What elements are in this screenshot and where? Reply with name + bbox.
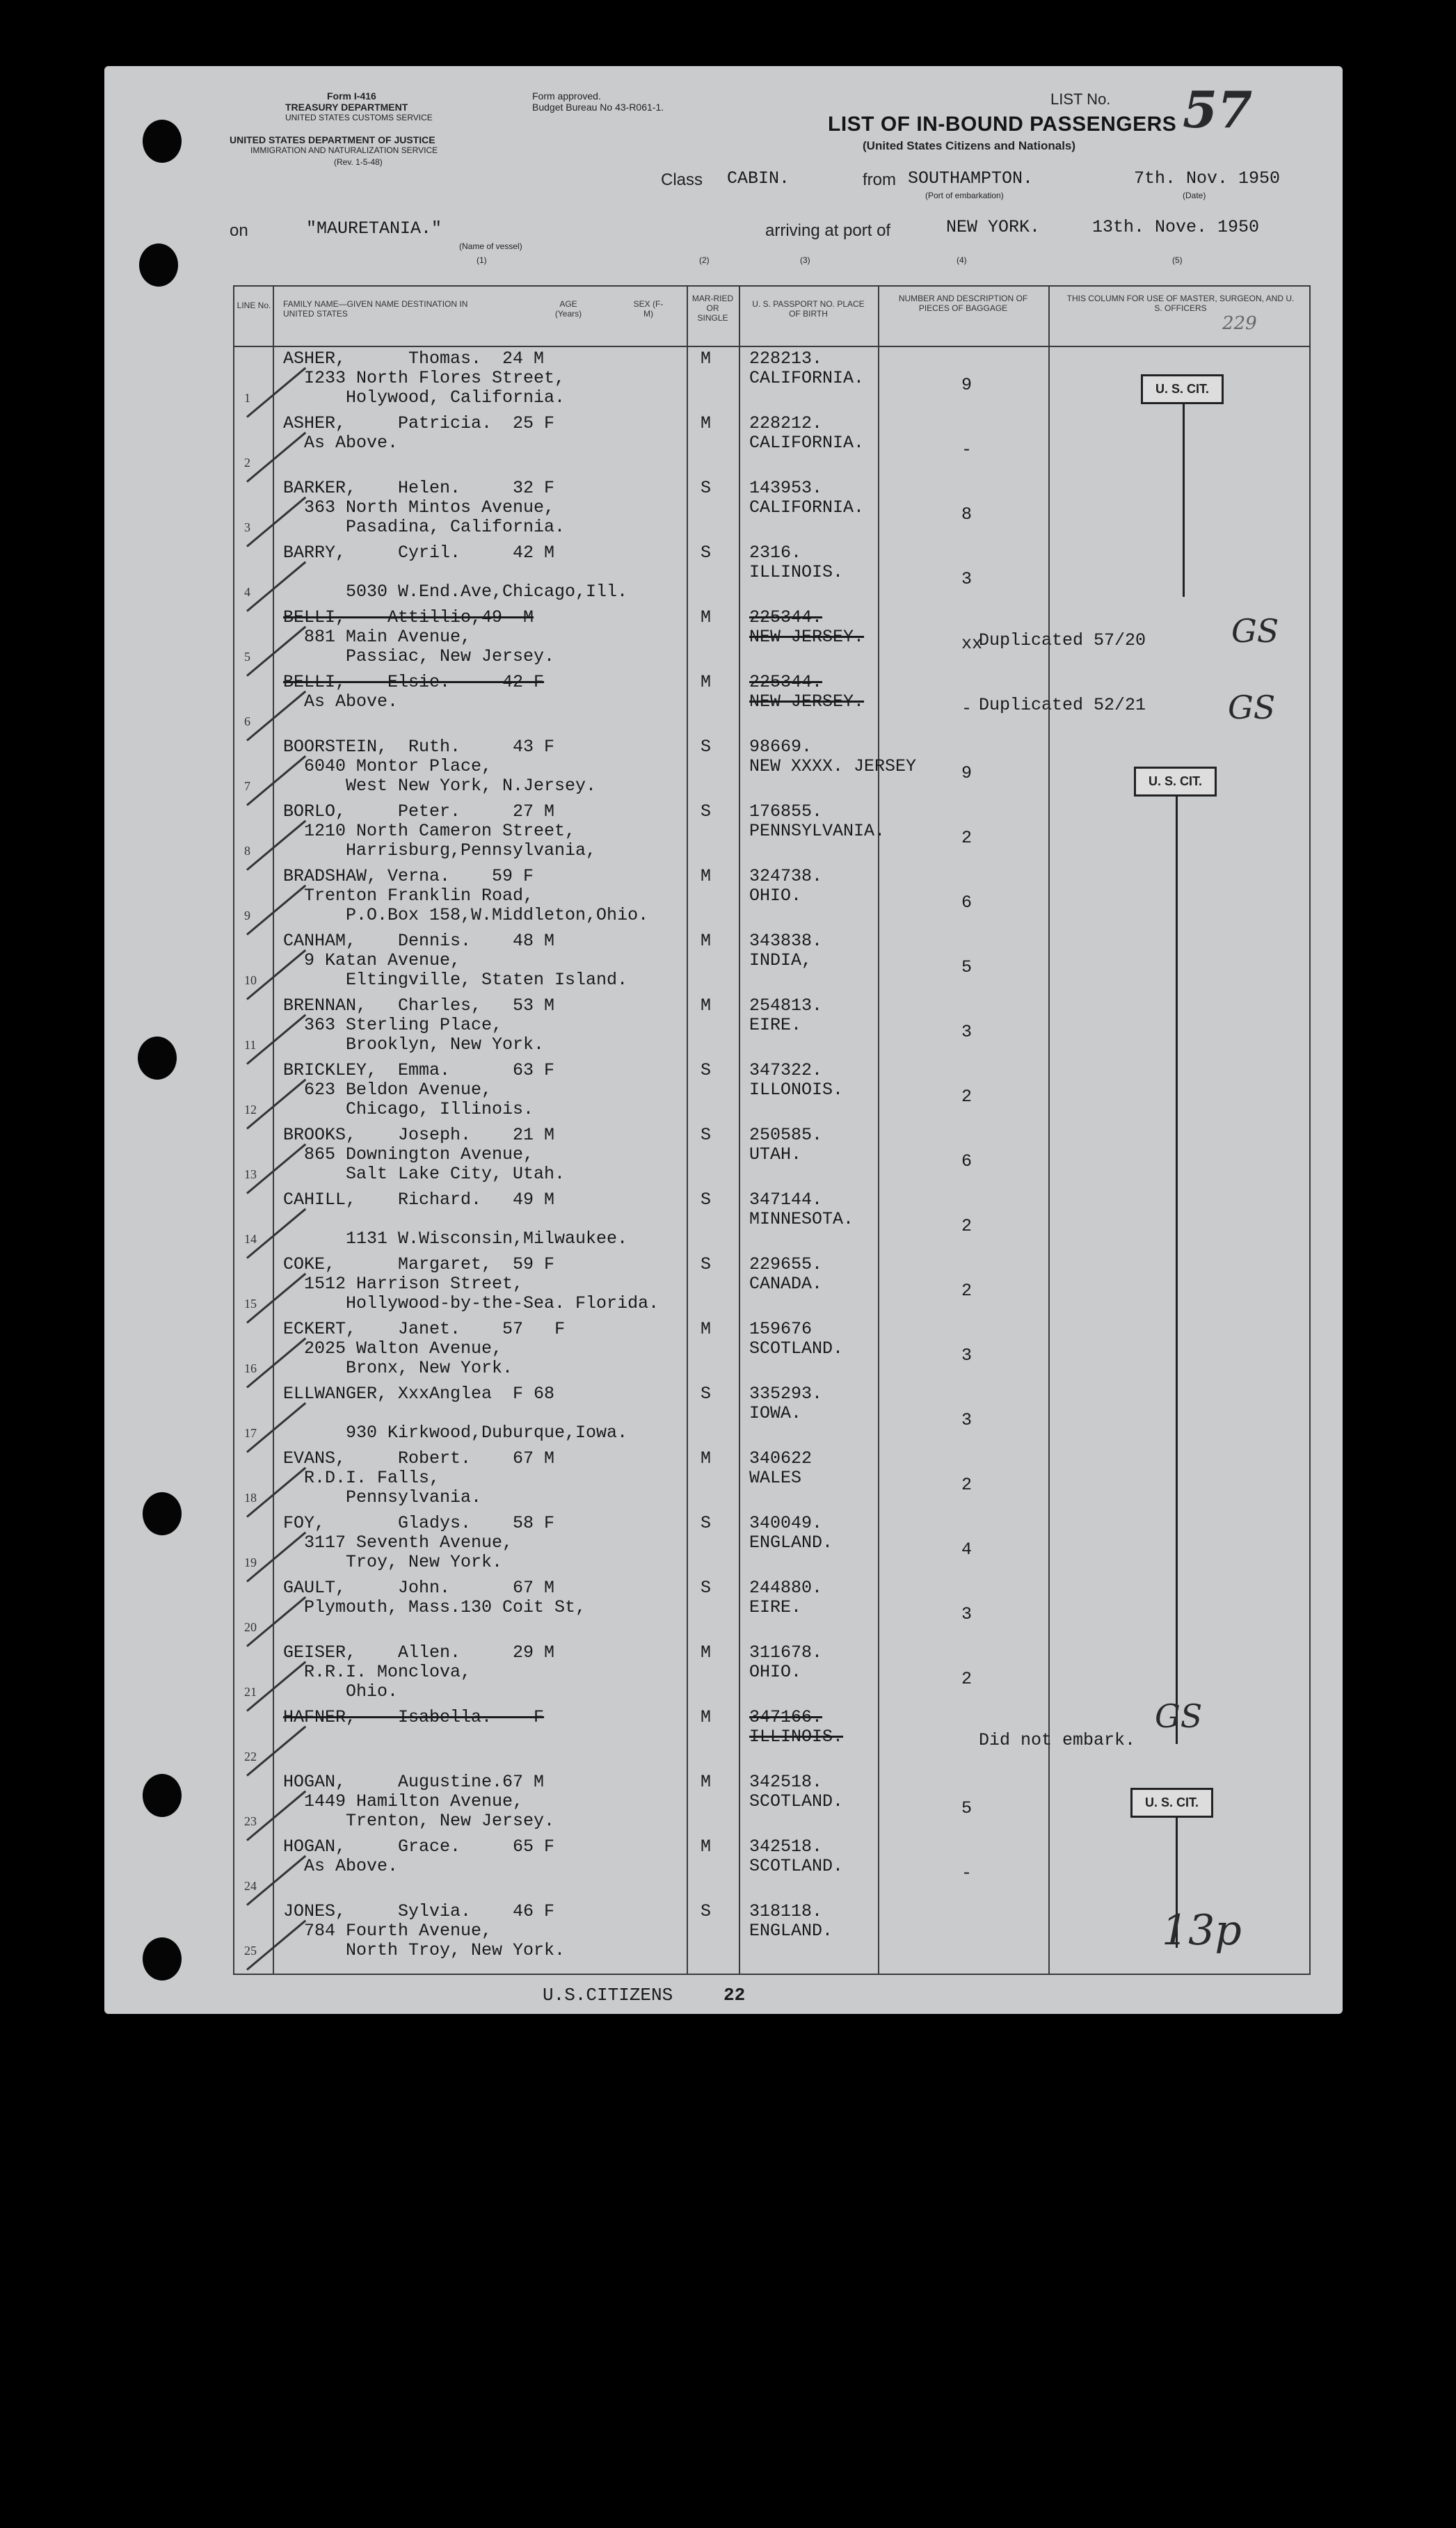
- baggage-count: -: [961, 698, 973, 719]
- table-row: [234, 1577, 1309, 1642]
- place-of-birth: WALES: [749, 1468, 802, 1488]
- baggage-count: xx: [961, 634, 983, 654]
- baggage-count: 3: [961, 1022, 973, 1042]
- address-line-2: Troy, New York.: [346, 1552, 503, 1572]
- address-line-2: Eltingville, Staten Island.: [346, 970, 628, 990]
- address-line-1: As Above.: [304, 691, 399, 712]
- passenger-name: COKE, Margaret, 59 F: [283, 1254, 555, 1274]
- passenger-name: BARKER, Helen. 32 F: [283, 478, 555, 498]
- passenger-name: BOORSTEIN, Ruth. 43 F: [283, 737, 555, 757]
- address-line-2: Harrisburg,Pennsylvania,: [346, 840, 597, 861]
- officer-note: Duplicated 57/20: [979, 630, 1146, 650]
- punch-hole-2: [139, 243, 178, 287]
- passport-number: 335293.: [749, 1384, 823, 1404]
- table-row: [234, 1383, 1309, 1448]
- passenger-name: ECKERT, Janet. 57 F: [283, 1319, 566, 1339]
- col3-num: (3): [800, 255, 810, 265]
- place-of-birth: CALIFORNIA.: [749, 433, 865, 453]
- table-row: [234, 1642, 1309, 1706]
- marital-status: M: [701, 1837, 712, 1857]
- passenger-name: FOY, Gladys. 58 F: [283, 1513, 555, 1533]
- passport-number: 250585.: [749, 1125, 823, 1145]
- col-married: MAR-RIED OR SINGLE: [691, 294, 734, 323]
- table-row: [234, 801, 1309, 865]
- address-line-2: Chicago, Illinois.: [346, 1099, 534, 1119]
- line-number: 5: [244, 650, 250, 664]
- baggage-count: 4: [961, 1539, 973, 1560]
- place-of-birth: OHIO.: [749, 1662, 802, 1682]
- line-number: 12: [244, 1103, 257, 1117]
- passport-number: 343838.: [749, 931, 823, 951]
- marital-status: M: [701, 1772, 712, 1792]
- punch-hole-5: [143, 1774, 182, 1817]
- baggage-count: 6: [961, 1151, 973, 1171]
- baggage-count: 3: [961, 1345, 973, 1366]
- place-of-birth: OHIO.: [749, 886, 802, 906]
- place-of-birth: ILLINOIS.: [749, 1727, 844, 1747]
- line-number: 8: [244, 844, 250, 858]
- table-row: [234, 1059, 1309, 1124]
- passenger-name: CAHILL, Richard. 49 M: [283, 1190, 555, 1210]
- arriving-label: arriving at port of: [765, 221, 891, 240]
- officer-note: Did not embark.: [979, 1730, 1136, 1750]
- address-line-1: 6040 Montor Place,: [304, 756, 493, 776]
- col-sex: SEX (F-M): [633, 299, 664, 319]
- col-name: FAMILY NAME—GIVEN NAME DESTINATION IN UNITED STATES: [283, 299, 468, 319]
- passenger-name: BORLO, Peter. 27 M: [283, 801, 555, 822]
- marital-status: M: [701, 866, 712, 886]
- handwritten-initials-2: GS: [1228, 689, 1276, 726]
- line-number: 13: [244, 1167, 257, 1181]
- stamp-number: 229: [1222, 313, 1257, 334]
- table-row: [234, 995, 1309, 1059]
- marital-status: S: [701, 1901, 712, 1921]
- line-number: 25: [244, 1944, 257, 1958]
- address-line-2: Ohio.: [346, 1681, 399, 1702]
- marital-status: M: [701, 1448, 712, 1469]
- table-row: [234, 1901, 1309, 1965]
- vessel-name: "MAURETANIA.": [306, 218, 442, 239]
- passport-number: 311678.: [749, 1642, 823, 1663]
- arrival-port: NEW YORK.: [946, 217, 1041, 237]
- line-number: 24: [244, 1879, 257, 1893]
- address-line-1: 9 Katan Avenue,: [304, 950, 461, 970]
- address-line-2: North Troy, New York.: [346, 1940, 566, 1960]
- line-number: 10: [244, 973, 257, 987]
- place-of-birth: IOWA.: [749, 1403, 802, 1423]
- marital-status: M: [701, 607, 712, 627]
- baggage-count: 3: [961, 1604, 973, 1624]
- line-number: 4: [244, 585, 250, 599]
- place-of-birth: MINNESOTA.: [749, 1209, 854, 1229]
- passenger-name: HOGAN, Grace. 65 F: [283, 1837, 555, 1857]
- col2-num: (2): [699, 255, 710, 265]
- line-number: 17: [244, 1426, 257, 1440]
- address-line-1: 3117 Seventh Avenue,: [304, 1533, 513, 1553]
- us-cit-stamp-3: U. S. CIT.: [1130, 1788, 1213, 1818]
- baggage-count: 2: [961, 1475, 973, 1495]
- punch-hole-4: [143, 1492, 182, 1535]
- passport-number: 254813.: [749, 995, 823, 1016]
- address-line-2: P.O.Box 158,W.Middleton,Ohio.: [346, 905, 649, 925]
- passenger-name: ASHER, Thomas. 24 M: [283, 349, 545, 369]
- handwritten-initials-3: GS: [1155, 1697, 1203, 1735]
- passenger-name: HOGAN, Augustine.67 M: [283, 1772, 545, 1792]
- address-line-2: 5030 W.End.Ave,Chicago,Ill.: [346, 582, 628, 602]
- baggage-count: 2: [961, 1669, 973, 1689]
- list-title: LIST OF IN-BOUND PASSENGERS: [828, 113, 1177, 136]
- baggage-count: -: [961, 1863, 973, 1883]
- address-line-2: Holywood, California.: [346, 387, 566, 408]
- passport-number: 244880.: [749, 1578, 823, 1598]
- line-number: 20: [244, 1620, 257, 1634]
- address-line-1: As Above.: [304, 1856, 399, 1876]
- address-line-1: Plymouth, Mass.130 Coit St,: [304, 1597, 586, 1617]
- baggage-count: 2: [961, 1216, 973, 1236]
- list-no-label: LIST No.: [1050, 90, 1111, 108]
- place-of-birth: SCOTLAND.: [749, 1856, 844, 1876]
- passenger-name: ELLWANGER, XxxAnglea F 68: [283, 1384, 555, 1404]
- passport-number: 340622: [749, 1448, 813, 1469]
- address-line-2: Hollywood-by-the-Sea. Florida.: [346, 1293, 659, 1313]
- place-of-birth: NEW JERSEY.: [749, 627, 865, 647]
- place-of-birth: EIRE.: [749, 1015, 802, 1035]
- address-line-2: Passiac, New Jersey.: [346, 646, 555, 666]
- vessel-label: (Name of vessel): [459, 241, 522, 251]
- passport-number: 176855.: [749, 801, 823, 822]
- col-age: AGE (Years): [554, 299, 582, 319]
- baggage-count: 9: [961, 375, 973, 395]
- passenger-name: ASHER, Patricia. 25 F: [283, 413, 555, 433]
- officer-note: Duplicated 52/21: [979, 695, 1146, 715]
- address-line-1: 1512 Harrison Street,: [304, 1274, 524, 1294]
- passport-number: 342518.: [749, 1837, 823, 1857]
- address-line-1: 784 Fourth Avenue,: [304, 1921, 493, 1941]
- passport-number: 318118.: [749, 1901, 823, 1921]
- line-number: 9: [244, 909, 250, 922]
- list-subtitle: (United States Citizens and Nationals): [863, 139, 1076, 152]
- marital-status: M: [701, 672, 712, 692]
- passenger-name: HAFNER, Isabella. F: [283, 1707, 545, 1727]
- class-value: CABIN.: [727, 168, 790, 189]
- baggage-count: -: [961, 440, 973, 460]
- marital-status: S: [701, 1125, 712, 1145]
- marital-status: M: [701, 1707, 712, 1727]
- handwritten-initials-1: GS: [1231, 612, 1279, 650]
- baggage-count: 9: [961, 763, 973, 783]
- address-line-1: 363 North Mintos Avenue,: [304, 497, 555, 518]
- passport-number: 225344.: [749, 672, 823, 692]
- table-row: [234, 607, 1309, 671]
- address-line-2: 1131 W.Wisconsin,Milwaukee.: [346, 1229, 628, 1249]
- class-label: Class: [661, 170, 703, 189]
- arrival-date: 13th. Nove. 1950: [1092, 217, 1260, 237]
- passenger-name: BRENNAN, Charles, 53 M: [283, 995, 555, 1016]
- bracket-line-1: [1183, 402, 1185, 597]
- bracket-line-2: [1176, 794, 1178, 1744]
- line-number: 11: [244, 1038, 257, 1052]
- table-row: [234, 1512, 1309, 1577]
- baggage-count: 3: [961, 1410, 973, 1430]
- place-of-birth: NEW JERSEY.: [749, 691, 865, 712]
- table-row: [234, 865, 1309, 930]
- passport-number: 228213.: [749, 349, 823, 369]
- place-of-birth: ILLONOIS.: [749, 1080, 844, 1100]
- baggage-count: 8: [961, 504, 973, 525]
- table-row: [234, 1189, 1309, 1254]
- col4-num: (4): [957, 255, 967, 265]
- table-row: [234, 671, 1309, 736]
- col-officers: THIS COLUMN FOR USE OF MASTER, SURGEON, AND U. S. OFFICERS: [1066, 294, 1295, 313]
- address-line-1: 2025 Walton Avenue,: [304, 1338, 503, 1359]
- baggage-count: 2: [961, 828, 973, 848]
- address-line-2: West New York, N.Jersey.: [346, 776, 597, 796]
- departure-date: 7th. Nov. 1950: [1134, 168, 1281, 189]
- revision: (Rev. 1-5-48): [334, 157, 383, 167]
- passenger-name: BRICKLEY, Emma. 63 F: [283, 1060, 555, 1080]
- table-row: [234, 1318, 1309, 1383]
- passport-number: 229655.: [749, 1254, 823, 1274]
- col-passport: U. S. PASSPORT NO. PLACE OF BIRTH: [752, 299, 865, 319]
- passport-number: 347144.: [749, 1190, 823, 1210]
- port-embarkation-label: (Port of embarkation): [925, 191, 1004, 200]
- line-number: 1: [244, 391, 250, 405]
- place-of-birth: CANADA.: [749, 1274, 823, 1294]
- on-label: on: [230, 221, 248, 240]
- line-number: 2: [244, 456, 250, 470]
- table-row: [234, 1124, 1309, 1189]
- line-number: 3: [244, 520, 250, 534]
- marital-status: S: [701, 737, 712, 757]
- dept1: TREASURY DEPARTMENT: [285, 102, 408, 113]
- place-of-birth: ENGLAND.: [749, 1533, 833, 1553]
- marital-status: M: [701, 995, 712, 1016]
- address-line-2: Pennsylvania.: [346, 1487, 482, 1507]
- line-number: 14: [244, 1232, 257, 1246]
- col1-num: (1): [477, 255, 487, 265]
- place-of-birth: SCOTLAND.: [749, 1338, 844, 1359]
- address-line-1: 1210 North Cameron Street,: [304, 821, 576, 841]
- baggage-count: 6: [961, 893, 973, 913]
- footer-citizens-label: U.S.CITIZENS: [543, 1985, 673, 2006]
- marital-status: M: [701, 1319, 712, 1339]
- dept2-sub: IMMIGRATION AND NATURALIZATION SERVICE: [250, 145, 438, 155]
- list-no-value: 57: [1183, 80, 1253, 139]
- line-number: 23: [244, 1814, 257, 1828]
- address-line-1: R.D.I. Falls,: [304, 1468, 440, 1488]
- passport-number: 2316.: [749, 543, 802, 563]
- marital-status: S: [701, 1384, 712, 1404]
- passport-number: 347166.: [749, 1707, 823, 1727]
- baggage-count: 2: [961, 1087, 973, 1107]
- place-of-birth: ENGLAND.: [749, 1921, 833, 1941]
- address-line-2: Trenton, New Jersey.: [346, 1811, 555, 1831]
- marital-status: S: [701, 1060, 712, 1080]
- table-row: [234, 1706, 1309, 1771]
- line-number: 15: [244, 1297, 257, 1311]
- table-row: [234, 1448, 1309, 1512]
- from-value: SOUTHAMPTON.: [908, 168, 1034, 189]
- address-line-1: Trenton Franklin Road,: [304, 886, 534, 906]
- table-row: [234, 542, 1309, 607]
- line-number: 6: [244, 714, 250, 728]
- marital-status: M: [701, 413, 712, 433]
- dept2: UNITED STATES DEPARTMENT OF JUSTICE: [230, 134, 435, 145]
- budget-number: Budget Bureau No 43-R061-1.: [532, 102, 664, 113]
- punch-hole-1: [143, 120, 182, 163]
- marital-status: S: [701, 478, 712, 498]
- marital-status: M: [701, 931, 712, 951]
- address-line-1: 865 Downington Avenue,: [304, 1144, 534, 1165]
- line-number: 21: [244, 1685, 257, 1699]
- place-of-birth: EIRE.: [749, 1597, 802, 1617]
- col-baggage: NUMBER AND DESCRIPTION OF PIECES OF BAGGAGE: [898, 294, 1028, 313]
- passport-number: 98669.: [749, 737, 813, 757]
- address-line-1: As Above.: [304, 433, 399, 453]
- from-label: from: [863, 170, 896, 189]
- punch-hole-3: [138, 1037, 177, 1080]
- place-of-birth: CALIFORNIA.: [749, 368, 865, 388]
- passenger-name: BELLI, Elsie. 42 F: [283, 672, 545, 692]
- address-line-2: 930 Kirkwood,Duburque,Iowa.: [346, 1423, 628, 1443]
- marital-status: S: [701, 1578, 712, 1598]
- address-line-1: 881 Main Avenue,: [304, 627, 472, 647]
- us-cit-stamp-2: U. S. CIT.: [1134, 767, 1217, 797]
- passenger-name: GEISER, Allen. 29 M: [283, 1642, 555, 1663]
- passenger-name: CANHAM, Dennis. 48 M: [283, 931, 555, 951]
- baggage-count: 2: [961, 1281, 973, 1301]
- place-of-birth: INDIA,: [749, 950, 813, 970]
- marital-status: S: [701, 801, 712, 822]
- place-of-birth: PENNSYLVANIA.: [749, 821, 886, 841]
- table-row: [234, 930, 1309, 995]
- us-cit-stamp-1: U. S. CIT.: [1141, 374, 1224, 404]
- line-number: 22: [244, 1750, 257, 1763]
- address-line-2: Pasadina, California.: [346, 517, 566, 537]
- address-line-2: Salt Lake City, Utah.: [346, 1164, 566, 1184]
- address-line-1: 623 Beldon Avenue,: [304, 1080, 493, 1100]
- place-of-birth: CALIFORNIA.: [749, 497, 865, 518]
- baggage-count: 3: [961, 569, 973, 589]
- table-row: [234, 1836, 1309, 1901]
- place-of-birth: ILLINOIS.: [749, 562, 844, 582]
- passport-number: 324738.: [749, 866, 823, 886]
- passenger-name: JONES, Sylvia. 46 F: [283, 1901, 555, 1921]
- passport-number: 342518.: [749, 1772, 823, 1792]
- form-id: Form I-416: [327, 90, 376, 102]
- marital-status: S: [701, 1254, 712, 1274]
- footer-citizens-count: 22: [723, 1985, 746, 2006]
- passenger-name: BARRY, Cyril. 42 M: [283, 543, 555, 563]
- line-number: 7: [244, 779, 250, 793]
- marital-status: S: [701, 543, 712, 563]
- table-row: [234, 477, 1309, 542]
- line-number: 19: [244, 1555, 257, 1569]
- baggage-count: 5: [961, 957, 973, 977]
- marital-status: S: [701, 1513, 712, 1533]
- address-line-1: 363 Sterling Place,: [304, 1015, 503, 1035]
- passenger-name: GAULT, John. 67 M: [283, 1578, 555, 1598]
- passenger-name: BROOKS, Joseph. 21 M: [283, 1125, 555, 1145]
- table-row: [234, 1254, 1309, 1318]
- address-line-1: 1449 Hamilton Avenue,: [304, 1791, 524, 1811]
- passenger-name: BRADSHAW, Verna. 59 F: [283, 866, 534, 886]
- form-approved: Form approved.: [532, 90, 601, 102]
- passport-number: 228212.: [749, 413, 823, 433]
- passport-number: 340049.: [749, 1513, 823, 1533]
- date-label: (Date): [1183, 191, 1206, 200]
- passport-number: 143953.: [749, 478, 823, 498]
- col5-num: (5): [1172, 255, 1183, 265]
- place-of-birth: UTAH.: [749, 1144, 802, 1165]
- place-of-birth: SCOTLAND.: [749, 1791, 844, 1811]
- passport-number: 159676: [749, 1319, 813, 1339]
- dept1-sub: UNITED STATES CUSTOMS SERVICE: [285, 113, 433, 122]
- table-row: [234, 413, 1309, 477]
- marital-status: M: [701, 1642, 712, 1663]
- line-number: 18: [244, 1491, 257, 1505]
- address-line-1: R.R.I. Monclova,: [304, 1662, 472, 1682]
- punch-hole-6: [143, 1937, 182, 1981]
- line-number: 16: [244, 1361, 257, 1375]
- address-line-2: Brooklyn, New York.: [346, 1034, 545, 1055]
- passenger-table: [233, 285, 1311, 1975]
- passport-number: 347322.: [749, 1060, 823, 1080]
- handwritten-initials-4: 13p: [1162, 1906, 1242, 1955]
- marital-status: S: [701, 1190, 712, 1210]
- passport-number: 225344.: [749, 607, 823, 627]
- address-line-2: Bronx, New York.: [346, 1358, 513, 1378]
- address-line-1: I233 North Flores Street,: [304, 368, 566, 388]
- marital-status: M: [701, 349, 712, 369]
- passenger-name: BELLI, Attillio,49 M: [283, 607, 534, 627]
- passenger-name: EVANS, Robert. 67 M: [283, 1448, 555, 1469]
- baggage-count: 5: [961, 1798, 973, 1818]
- col-line-no: LINE No.: [237, 301, 271, 310]
- place-of-birth: NEW XXXX. JERSEY: [749, 756, 917, 776]
